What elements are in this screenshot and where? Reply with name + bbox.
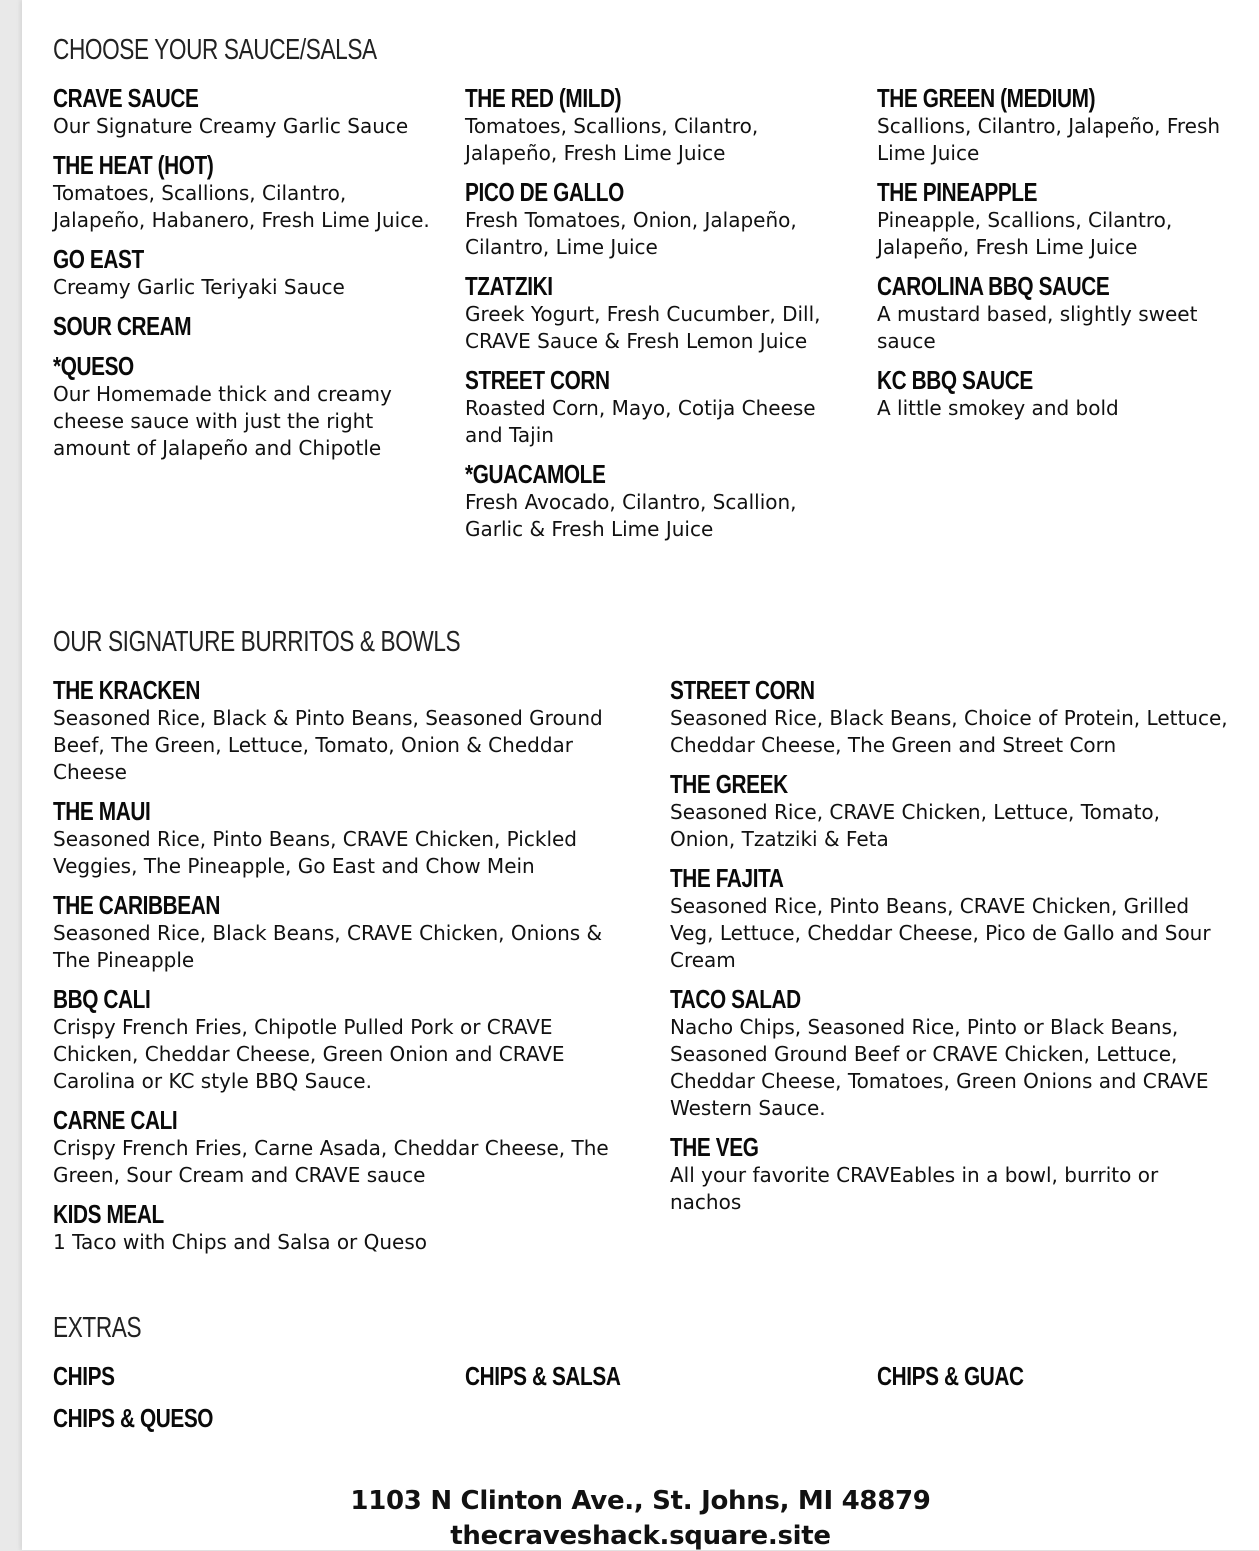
- item-name: KC BBQ SAUCE: [877, 365, 1033, 395]
- item-name: GO EAST: [53, 244, 144, 274]
- item-name: TACO SALAD: [670, 984, 801, 1014]
- menu-item: [670, 675, 1230, 759]
- item-name: *GUACAMOLE: [465, 459, 606, 489]
- footer-address: 1103 N Clinton Ave., St. Johns, MI 48879: [350, 1486, 931, 1516]
- item-name: THE FAJITA: [670, 863, 784, 893]
- item-description: Fresh Avocado, Cilantro, Scallion, Garlic & Fresh Lime Juice: [465, 490, 797, 541]
- sauce-column-3: [877, 83, 1247, 432]
- extras-item: [53, 1361, 130, 1391]
- item-description: Tomatoes, Scallions, Cilantro, Jalapeño, Fresh Lime Juice: [465, 114, 759, 165]
- item-name: PICO DE GALLO: [465, 177, 624, 207]
- sauce-column-1: [53, 83, 433, 472]
- item-description: Scallions, Cilantro, Jalapeño, Fresh Lime Juice: [877, 114, 1221, 165]
- item-description: Crispy French Fries, Chipotle Pulled Pork or CRAVE Chicken, Cheddar Cheese, Green Onion and CRAVE Carolina or KC style BBQ Sauce.: [53, 1015, 565, 1093]
- menu-item: [53, 83, 433, 140]
- menu-item: [877, 177, 1247, 261]
- menu-item: [53, 1105, 613, 1189]
- item-description: Seasoned Rice, Black & Pinto Beans, Seasoned Ground Beef, The Green, Lettuce, Tomato, Onion & Cheddar Cheese: [53, 706, 603, 784]
- menu-item: [877, 83, 1247, 167]
- item-description: Pineapple, Scallions, Cilantro, Jalapeño, Fresh Lime Juice: [877, 208, 1173, 259]
- menu-item: [53, 150, 433, 234]
- item-name: CARNE CALI: [53, 1105, 178, 1135]
- item-name: THE VEG: [670, 1132, 759, 1162]
- menu-item: [877, 271, 1247, 355]
- extras-item: [53, 1403, 253, 1433]
- menu-item: [53, 1199, 613, 1256]
- burritos-column-2: [670, 675, 1230, 1226]
- item-description: Our Signature Creamy Garlic Sauce: [53, 114, 409, 138]
- item-name: CRAVE SAUCE: [53, 83, 199, 113]
- sauce-column-2: [465, 83, 845, 553]
- item-name: THE MAUI: [53, 796, 151, 826]
- menu-item: [670, 1132, 1230, 1216]
- menu-item: [53, 311, 433, 341]
- item-description: Seasoned Rice, CRAVE Chicken, Lettuce, Tomato, Onion, Tzatziki & Feta: [670, 800, 1160, 851]
- sauce-section-title: CHOOSE YOUR SAUCE/SALSA: [53, 34, 377, 66]
- item-name: THE HEAT (HOT): [53, 150, 214, 180]
- item-name: TZATZIKI: [465, 271, 553, 301]
- item-description: Tomatoes, Scallions, Cilantro, Jalapeño, Habanero, Fresh Lime Juice.: [53, 181, 430, 232]
- item-description: Roasted Corn, Mayo, Cotija Cheese and Tajin: [465, 396, 816, 447]
- item-description: Seasoned Rice, Pinto Beans, CRAVE Chicken, Grilled Veg, Lettuce, Cheddar Cheese, Pico de Gallo and Sour Cream: [670, 894, 1211, 972]
- menu-item: [53, 984, 613, 1095]
- item-name: THE PINEAPPLE: [877, 177, 1038, 207]
- item-description: Seasoned Rice, Black Beans, Choice of Protein, Lettuce, Cheddar Cheese, The Green and Street Corn: [670, 706, 1228, 757]
- extras-item: [465, 1361, 659, 1391]
- item-name: KIDS MEAL: [53, 1199, 164, 1229]
- menu-item: [53, 351, 433, 462]
- item-name: CAROLINA BBQ SAUCE: [877, 271, 1110, 301]
- item-description: All your favorite CRAVEables in a bowl, burrito or nachos: [670, 1163, 1159, 1214]
- item-name: CHIPS & SALSA: [465, 1361, 621, 1391]
- item-name: BBQ CALI: [53, 984, 151, 1014]
- menu-item: [465, 83, 845, 167]
- menu-item: [53, 890, 613, 974]
- item-description: A mustard based, slightly sweet sauce: [877, 302, 1198, 353]
- extras-section-title: EXTRAS: [53, 1312, 142, 1344]
- menu-page: [22, 0, 1259, 1550]
- item-description: Nacho Chips, Seasoned Rice, Pinto or Black Beans, Seasoned Ground Beef or CRAVE Chicken, Lettuce, Cheddar Cheese, Tomatoes, Green Onions and CRAVE Western Sauce.: [670, 1015, 1209, 1120]
- item-name: SOUR CREAM: [53, 311, 192, 341]
- menu-item: [53, 675, 613, 786]
- item-description: Fresh Tomatoes, Onion, Jalapeño, Cilantro, Lime Juice: [465, 208, 797, 259]
- item-description: A little smokey and bold: [877, 396, 1119, 420]
- item-description: 1 Taco with Chips and Salsa or Queso: [53, 1230, 428, 1254]
- menu-item: [465, 271, 845, 355]
- item-name: THE KRACKEN: [53, 675, 200, 705]
- item-name: THE RED (MILD): [465, 83, 622, 113]
- item-description: Creamy Garlic Teriyaki Sauce: [53, 275, 345, 299]
- item-description: Our Homemade thick and creamy cheese sauce with just the right amount of Jalapeño and Chipotle: [53, 382, 392, 460]
- item-description: Seasoned Rice, Pinto Beans, CRAVE Chicken, Pickled Veggies, The Pineapple, Go East and Chow Mein: [53, 827, 577, 878]
- item-name: THE CARIBBEAN: [53, 890, 220, 920]
- item-description: Crispy French Fries, Carne Asada, Cheddar Cheese, The Green, Sour Cream and CRAVE sauce: [53, 1136, 609, 1187]
- item-name: CHIPS: [53, 1361, 115, 1391]
- menu-item: [53, 244, 433, 301]
- item-name: THE GREEN (MEDIUM): [877, 83, 1096, 113]
- menu-item: [670, 984, 1230, 1122]
- item-name: *QUESO: [53, 351, 134, 381]
- burritos-section-title: OUR SIGNATURE BURRITOS & BOWLS: [53, 626, 461, 658]
- item-description: Seasoned Rice, Black Beans, CRAVE Chicken, Onions & The Pineapple: [53, 921, 603, 972]
- menu-item: [465, 459, 845, 543]
- burritos-column-1: [53, 675, 613, 1266]
- item-description: Greek Yogurt, Fresh Cucumber, Dill, CRAVE Sauce & Fresh Lemon Juice: [465, 302, 821, 353]
- menu-item: [53, 796, 613, 880]
- menu-item: [465, 177, 845, 261]
- menu-item: [670, 769, 1230, 853]
- menu-item: [877, 365, 1247, 422]
- item-name: CHIPS & QUESO: [53, 1403, 214, 1433]
- item-name: STREET CORN: [465, 365, 610, 395]
- menu-item: [670, 863, 1230, 974]
- item-name: THE GREEK: [670, 769, 788, 799]
- item-name: STREET CORN: [670, 675, 815, 705]
- footer-website[interactable]: thecraveshack.square.site: [450, 1521, 831, 1551]
- item-name: CHIPS & GUAC: [877, 1361, 1024, 1391]
- extras-item: [877, 1361, 1060, 1391]
- menu-item: [465, 365, 845, 449]
